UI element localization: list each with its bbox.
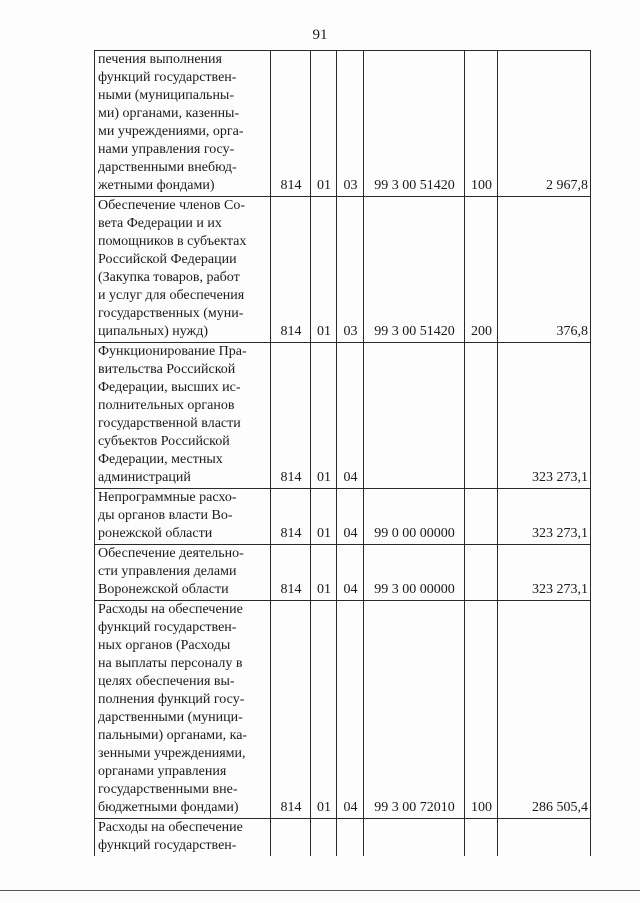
item-name-cell [95, 819, 271, 857]
ministry-code-cell [271, 819, 311, 857]
item-name-line: и услуг для обеспечения [98, 288, 245, 303]
item-name-line: государственной власти [98, 416, 241, 431]
section-code-cell: 01 [311, 489, 337, 545]
item-name-line: Воронежской области [98, 582, 229, 597]
item-name-line: целях обеспечения вы- [98, 674, 235, 689]
item-name-line: функций государствен- [98, 838, 237, 853]
item-name-line: ми учреждениями, орга- [98, 124, 244, 139]
budget-table [94, 50, 591, 856]
item-name-cell [95, 545, 271, 601]
expense-type-cell [465, 489, 498, 545]
item-name-line: (Закупка товаров, работ [98, 270, 240, 285]
item-name-line: дарственными внебюд- [98, 160, 237, 175]
subsection-code-cell: 03 [337, 197, 364, 343]
section-code-cell: 01 [311, 601, 337, 819]
ministry-code-cell: 814 [271, 601, 311, 819]
amount-cell: 376,8 [498, 197, 591, 343]
target-article-cell [364, 343, 465, 489]
expense-type-cell [465, 819, 498, 857]
page-number: 91 [312, 27, 328, 43]
item-name-cell [95, 51, 271, 197]
item-name-line: зенными учреждениями, [98, 746, 246, 761]
item-name-line: дарственными (муници- [98, 710, 243, 725]
section-code-cell: 01 [311, 545, 337, 601]
item-name-line: ципальных) нужд) [98, 324, 209, 339]
item-name-line: на выплаты персоналу в [98, 656, 243, 671]
item-name-line: полнительных органов [98, 398, 235, 413]
item-name-line: бюджетными фондами) [98, 800, 239, 815]
amount-cell: 2 967,8 [498, 51, 591, 197]
target-article-cell: 99 3 00 00000 [364, 545, 465, 601]
item-name-line: Расходы на обеспечение [98, 820, 243, 835]
item-name-line: государственных (муни- [98, 306, 244, 321]
subsection-code-cell: 03 [337, 51, 364, 197]
subsection-code-cell: 04 [337, 545, 364, 601]
amount-cell: 323 273,1 [498, 545, 591, 601]
item-name-line: сти управления делами [98, 564, 237, 579]
expense-type-cell: 100 [465, 601, 498, 819]
item-name-line: Функционирование Пра- [98, 344, 247, 359]
item-name-line: функций государствен- [98, 620, 237, 635]
target-article-cell: 99 3 00 72010 [364, 601, 465, 819]
item-name-cell [95, 197, 271, 343]
table-row [95, 819, 591, 857]
section-code-cell: 01 [311, 51, 337, 197]
item-name-line: вета Федерации и их [98, 216, 222, 231]
ministry-code-cell: 814 [271, 489, 311, 545]
item-name-line: ми) органами, казенны- [98, 106, 240, 121]
expense-type-cell: 200 [465, 197, 498, 343]
item-name-line: пальными) органами, ка- [98, 728, 248, 743]
table-row [95, 343, 591, 489]
item-name-line: Обеспечение членов Со- [98, 198, 245, 213]
item-name-cell [95, 601, 271, 819]
page-bottom-rule [0, 890, 640, 891]
item-name-line: функций государствен- [98, 70, 237, 85]
target-article-cell [364, 819, 465, 857]
target-article-cell: 99 3 00 51420 [364, 197, 465, 343]
expense-type-cell [465, 343, 498, 489]
item-name-line: ды органов власти Во- [98, 508, 233, 523]
table-row [95, 545, 591, 601]
ministry-code-cell: 814 [271, 545, 311, 601]
item-name-line: полнения функций госу- [98, 692, 245, 707]
table-row [95, 51, 591, 197]
item-name-line: субъектов Российской [98, 434, 230, 449]
section-code-cell: 01 [311, 197, 337, 343]
budget-table-body [95, 51, 591, 857]
item-name-line: ных органов (Расходы [98, 638, 231, 653]
item-name-line: Непрограммные расхо- [98, 490, 237, 505]
item-name-line: Российской Федерации [98, 252, 237, 267]
item-name-line: Расходы на обеспечение [98, 602, 243, 617]
ministry-code-cell: 814 [271, 343, 311, 489]
ministry-code-cell: 814 [271, 51, 311, 197]
table-row [95, 601, 591, 819]
item-name-line: Федерации, местных [98, 452, 223, 467]
item-name-line: ными (муниципальны- [98, 88, 235, 103]
amount-cell: 323 273,1 [498, 343, 591, 489]
expense-type-cell [465, 545, 498, 601]
item-name-line: Федерации, высших ис- [98, 380, 241, 395]
subsection-code-cell: 04 [337, 343, 364, 489]
subsection-code-cell: 04 [337, 489, 364, 545]
table-row [95, 197, 591, 343]
amount-cell: 286 505,4 [498, 601, 591, 819]
item-name-cell [95, 489, 271, 545]
item-name-line: Обеспечение деятельно- [98, 546, 244, 561]
item-name-line: администраций [98, 470, 191, 485]
item-name-line: государственными вне- [98, 782, 238, 797]
section-code-cell [311, 819, 337, 857]
item-name-line: жетными фондами) [98, 178, 215, 193]
item-name-cell [95, 343, 271, 489]
item-name-line: ронежской области [98, 526, 213, 541]
subsection-code-cell [337, 819, 364, 857]
amount-cell [498, 819, 591, 857]
item-name-line: помощников в субъектах [98, 234, 247, 249]
target-article-cell: 99 0 00 00000 [364, 489, 465, 545]
table-row [95, 489, 591, 545]
item-name-line: нами управления госу- [98, 142, 235, 157]
target-article-cell: 99 3 00 51420 [364, 51, 465, 197]
item-name-line: печения выполнения [98, 52, 222, 67]
item-name-line: вительства Российской [98, 362, 236, 377]
section-code-cell: 01 [311, 343, 337, 489]
ministry-code-cell: 814 [271, 197, 311, 343]
item-name-line: органами управления [98, 764, 227, 779]
subsection-code-cell: 04 [337, 601, 364, 819]
amount-cell: 323 273,1 [498, 489, 591, 545]
expense-type-cell: 100 [465, 51, 498, 197]
